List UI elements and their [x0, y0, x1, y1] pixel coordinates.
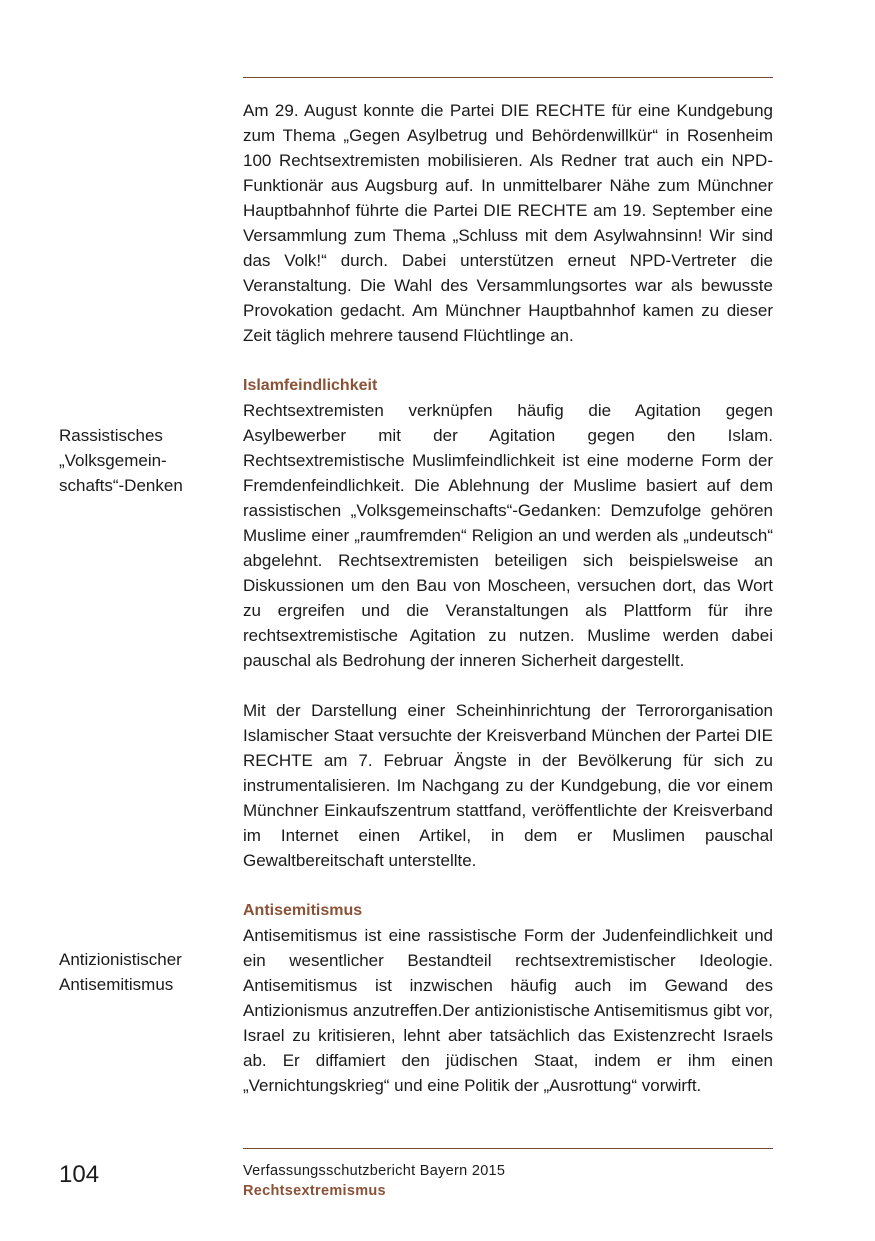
- margin-note-antizionismus: Antizionistischer Antisemitismus: [59, 950, 182, 994]
- margin-note-volksgemeinschaft: Rassistisches „Volksgemein- schafts“-Denken: [59, 426, 183, 495]
- footer-report-title: Verfassungsschutzbericht Bayern 2015: [243, 1163, 506, 1179]
- section-heading-islamfeindlichkeit: Islamfeindlichkeit: [243, 377, 378, 394]
- paragraph-muslimfeindlichkeit: Rechtsextremisten verknüpfen häufig die Agitation gegen Asylbewerber mit der Agitation gegen den Islam. Rechtsextremistische Muslimfeindlichkeit ist eine moderne Form der Fremdenfeindlichkeit. Die Ablehnung der Muslime basiert auf dem rassistischen „Volksgemeinschafts“-Gedanken: Demzufolge gehören Muslime einer „raumfremden“ Religion an und werden als „undeutsch“ abgelehnt. Rechtsextremisten beteiligen sich beispielsweise an Diskussionen um den Bau von Moscheen, versuchen dort, das Wort zu ergreifen und die Veranstaltungen als Plattform für ihre rechtsextremistische Agitation zu nutzen. Muslime werden dabei pauschal als Bedrohung der inneren Sicherheit dargestellt.: [243, 401, 773, 670]
- section-heading-antisemitismus: Antisemitismus: [243, 902, 363, 919]
- top-rule: [243, 77, 773, 78]
- paragraph-rosenheim: Am 29. August konnte die Partei DIE RECHTE für eine Kundgebung zum Thema „Gegen Asylbetrug und Behördenwillkür“ in Rosenheim 100 Rechtsextremisten mobilisieren. Als Redner trat auch ein NPD-Funktionär aus Augsburg auf. In unmittelbarer Nähe zum Münchner Hauptbahnhof führte die Partei DIE RECHTE am 19. September eine Versammlung zum Thema „Schluss mit dem Asylwahnsinn! Wir sind das Volk!“ durch. Dabei unterstützen erneut NPD-Vertreter die Veranstaltung. Die Wahl des Versammlungsortes war als bewusste Provokation gedacht. Am Münchner Hauptbahnhof kamen zu dieser Zeit täglich mehrere tausend Flüchtlinge an.: [243, 101, 773, 345]
- main-text-column: [243, 98, 773, 1098]
- paragraph-scheinhinrichtung: Mit der Darstellung einer Scheinhinrichtung der Terrororganisation Islamischer Staat versuchte der Kreisverband München der Partei DIE RECHTE am 7. Februar Ängste in der Bevölkerung für sich zu instrumentalisieren. Im Nachgang zu der Kundgebung, die vor einem Münchner Einkaufszentrum stattfand, veröffentlichte der Kreisverband im Internet einen Artikel, in dem er Muslimen pauschal Gewaltbereitschaft unterstellte.: [243, 701, 773, 870]
- page-number: 104: [59, 1161, 100, 1188]
- footer-section-name: Rechtsextremismus: [243, 1183, 386, 1199]
- bottom-rule: [243, 1148, 773, 1149]
- paragraph-antisemitismus: Antisemitismus ist eine rassistische Form der Judenfeindlichkeit und ein wesentlicher Bestandteil rechtsextremistischer Ideologie. Antisemitismus ist inzwischen häufig auch im Gewand des Antizionismus anzutreffen.Der antizionistische Antisemitismus gibt vor, Israel zu kritisieren, lehnt aber tatsächlich das Existenzrecht Israels ab. Er diffamiert den jüdischen Staat, indem er ihm einen „Vernichtungskrieg“ und eine Politik der „Ausrottung“ vorwirft.: [243, 926, 773, 1095]
